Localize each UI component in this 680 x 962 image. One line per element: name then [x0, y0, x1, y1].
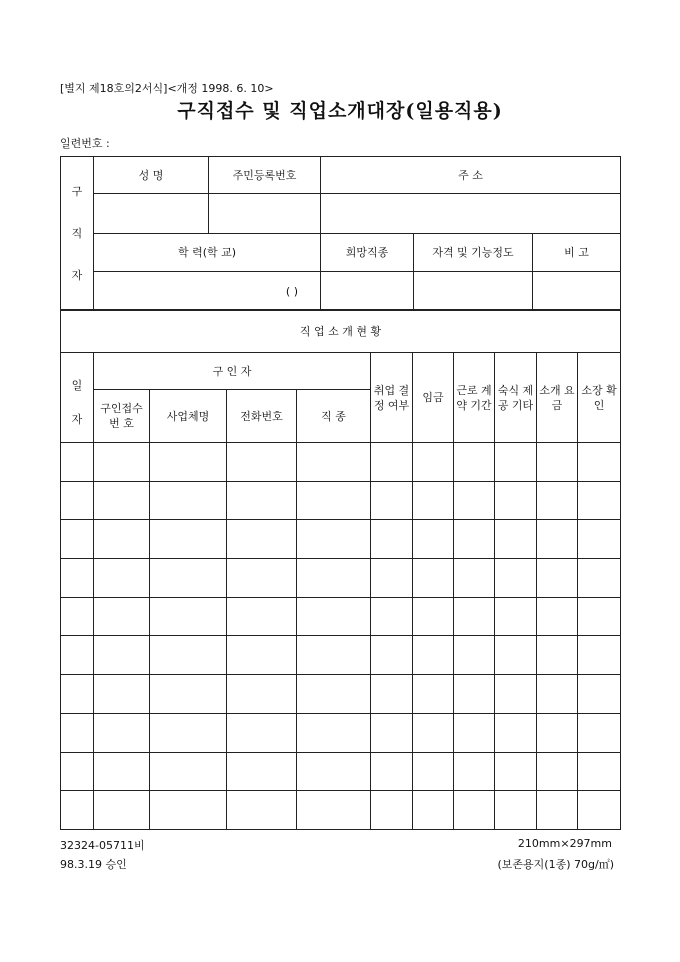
qualification-field[interactable] [414, 272, 533, 311]
placement-cell[interactable] [94, 443, 150, 482]
placement-cell[interactable] [413, 520, 454, 559]
placement-cell[interactable] [371, 675, 413, 714]
placement-cell[interactable] [297, 675, 371, 714]
form-code: 32324-05711비 [60, 839, 145, 852]
placement-cell[interactable] [413, 597, 454, 636]
placement-row [61, 520, 621, 559]
placement-section-title: 직 업 소 개 현 황 [61, 310, 621, 353]
paper-spec: (보존용지(1종) 70g/㎡) [497, 858, 614, 871]
placement-cell[interactable] [454, 675, 495, 714]
placement-cell[interactable] [150, 520, 227, 559]
placement-cell[interactable] [61, 791, 94, 830]
placement-cell[interactable] [150, 597, 227, 636]
placement-row [61, 675, 621, 714]
page-title: 구직접수 및 직업소개대장(일용직용) [177, 100, 503, 122]
placement-cell[interactable] [495, 791, 537, 830]
placement-cell[interactable] [413, 675, 454, 714]
placement-cell[interactable] [413, 752, 454, 791]
placement-cell[interactable] [150, 752, 227, 791]
placement-row [61, 791, 621, 830]
placement-cell[interactable] [227, 520, 297, 559]
education-header: 학 력(학 교) [94, 234, 321, 272]
placement-cell[interactable] [537, 559, 578, 598]
placement-cell[interactable] [297, 559, 371, 598]
placement-cell[interactable] [537, 520, 578, 559]
placement-cell[interactable] [578, 713, 621, 752]
placement-cell[interactable] [537, 636, 578, 675]
placement-cell[interactable] [413, 443, 454, 482]
placement-cell[interactable] [227, 443, 297, 482]
placement-row [61, 443, 621, 482]
placement-row [61, 481, 621, 520]
name-header: 성 명 [94, 157, 209, 194]
school-paren: ( ) [285, 284, 298, 298]
placement-cell[interactable] [94, 636, 150, 675]
placement-cell[interactable] [227, 597, 297, 636]
placement-row [61, 636, 621, 675]
director-confirm-header: 소장 확인 [578, 353, 621, 443]
placement-cell[interactable] [94, 597, 150, 636]
placement-cell[interactable] [94, 520, 150, 559]
name-field[interactable] [94, 194, 209, 234]
employer-header: 구 인 자 [94, 353, 371, 390]
placement-cell[interactable] [454, 481, 495, 520]
address-field[interactable] [321, 194, 621, 234]
placement-cell[interactable] [578, 520, 621, 559]
rrn-header: 주민등록번호 [209, 157, 321, 194]
placement-cell[interactable] [537, 443, 578, 482]
placement-cell[interactable] [371, 443, 413, 482]
placement-cell[interactable] [227, 675, 297, 714]
placement-cell[interactable] [495, 597, 537, 636]
placement-table [60, 309, 621, 830]
jobseeker-table [60, 156, 621, 311]
placement-cell[interactable] [61, 636, 94, 675]
placement-cell[interactable] [61, 675, 94, 714]
placement-cell[interactable] [454, 520, 495, 559]
placement-cell[interactable] [578, 791, 621, 830]
phone-header: 전화번호 [227, 390, 297, 443]
placement-cell[interactable] [495, 559, 537, 598]
placement-cell[interactable] [537, 713, 578, 752]
placement-cell[interactable] [94, 559, 150, 598]
placement-cell[interactable] [371, 481, 413, 520]
date-header: 일 자 [61, 353, 94, 443]
placement-cell[interactable] [297, 752, 371, 791]
company-name-header: 사업체명 [150, 390, 227, 443]
placement-cell[interactable] [454, 443, 495, 482]
placement-cell[interactable] [297, 713, 371, 752]
jobseeker-side-label: 구 직 자 [61, 157, 94, 311]
placement-cell[interactable] [227, 713, 297, 752]
placement-cell[interactable] [150, 675, 227, 714]
placement-cell[interactable] [227, 752, 297, 791]
qualification-header: 자격 및 기능정도 [414, 234, 533, 272]
rrn-field[interactable] [209, 194, 321, 234]
placement-cell[interactable] [495, 636, 537, 675]
placement-cell[interactable] [227, 791, 297, 830]
placement-cell[interactable] [371, 713, 413, 752]
placement-cell[interactable] [371, 752, 413, 791]
placement-cell[interactable] [578, 675, 621, 714]
placement-cell[interactable] [227, 559, 297, 598]
desired-job-header: 희망직종 [321, 234, 414, 272]
placement-cell[interactable] [537, 752, 578, 791]
placement-cell[interactable] [454, 597, 495, 636]
placement-cell[interactable] [227, 481, 297, 520]
placement-cell[interactable] [371, 520, 413, 559]
placement-cell[interactable] [495, 520, 537, 559]
placement-cell[interactable] [413, 713, 454, 752]
placement-cell[interactable] [578, 559, 621, 598]
remarks-field[interactable] [533, 272, 621, 311]
address-header: 주 소 [321, 157, 621, 194]
placement-cell[interactable] [94, 713, 150, 752]
placement-cell[interactable] [495, 481, 537, 520]
placement-cell[interactable] [297, 636, 371, 675]
placement-cell[interactable] [495, 443, 537, 482]
placement-row [61, 713, 621, 752]
employment-decision-header: 취업 결정 여부 [371, 353, 413, 443]
placement-cell[interactable] [537, 597, 578, 636]
placement-cell[interactable] [61, 559, 94, 598]
placement-row [61, 597, 621, 636]
placement-cell[interactable] [371, 597, 413, 636]
job-type-header: 직 종 [297, 390, 371, 443]
placement-cell[interactable] [537, 481, 578, 520]
contract-period-header: 근로 계약 기간 [454, 353, 495, 443]
placement-row [61, 752, 621, 791]
education-field[interactable] [94, 272, 321, 311]
placement-cell[interactable] [150, 443, 227, 482]
placement-cell[interactable] [454, 559, 495, 598]
placement-cell[interactable] [578, 481, 621, 520]
placement-cell[interactable] [61, 713, 94, 752]
placement-cell[interactable] [578, 597, 621, 636]
placement-cell[interactable] [61, 443, 94, 482]
placement-cell[interactable] [61, 520, 94, 559]
placement-cell[interactable] [94, 675, 150, 714]
placement-cell[interactable] [537, 791, 578, 830]
placement-cell[interactable] [94, 791, 150, 830]
paper-size: 210mm×297mm [517, 837, 612, 850]
placement-cell[interactable] [371, 791, 413, 830]
desired-job-field[interactable] [321, 272, 414, 311]
form-reference: [별지 제18호의2서식]<개정 1998. 6. 10> [60, 82, 274, 95]
placement-cell[interactable] [578, 443, 621, 482]
placement-cell[interactable] [61, 597, 94, 636]
placement-cell[interactable] [413, 481, 454, 520]
placement-cell[interactable] [61, 481, 94, 520]
placement-cell[interactable] [413, 636, 454, 675]
placement-cell[interactable] [61, 752, 94, 791]
placement-cell[interactable] [297, 791, 371, 830]
placement-cell[interactable] [454, 636, 495, 675]
lodging-header: 숙식 제공 기타 [495, 353, 537, 443]
placement-cell[interactable] [495, 752, 537, 791]
referral-fee-header: 소개 요금 [537, 353, 578, 443]
placement-cell[interactable] [227, 636, 297, 675]
job-order-number-header: 구인접수 번 호 [94, 390, 150, 443]
placement-cell[interactable] [413, 791, 454, 830]
placement-cell[interactable] [94, 481, 150, 520]
placement-cell[interactable] [297, 481, 371, 520]
placement-cell[interactable] [150, 636, 227, 675]
placement-cell[interactable] [495, 675, 537, 714]
placement-row [61, 559, 621, 598]
placement-cell[interactable] [150, 713, 227, 752]
placement-cell[interactable] [537, 675, 578, 714]
placement-cell[interactable] [371, 636, 413, 675]
placement-cell[interactable] [454, 791, 495, 830]
placement-cell[interactable] [495, 713, 537, 752]
placement-cell[interactable] [297, 520, 371, 559]
placement-cell[interactable] [413, 559, 454, 598]
placement-cell[interactable] [454, 713, 495, 752]
wage-header: 임금 [413, 353, 454, 443]
placement-cell[interactable] [578, 752, 621, 791]
placement-cell[interactable] [150, 481, 227, 520]
placement-cell[interactable] [94, 752, 150, 791]
placement-cell[interactable] [371, 559, 413, 598]
approval-date: 98.3.19 승인 [60, 858, 127, 871]
placement-cell[interactable] [297, 597, 371, 636]
placement-cell[interactable] [578, 636, 621, 675]
remarks-header: 비 고 [533, 234, 621, 272]
placement-cell[interactable] [454, 752, 495, 791]
placement-cell[interactable] [150, 791, 227, 830]
placement-cell[interactable] [150, 559, 227, 598]
serial-number-label: 일련번호 : [60, 137, 110, 150]
placement-cell[interactable] [297, 443, 371, 482]
